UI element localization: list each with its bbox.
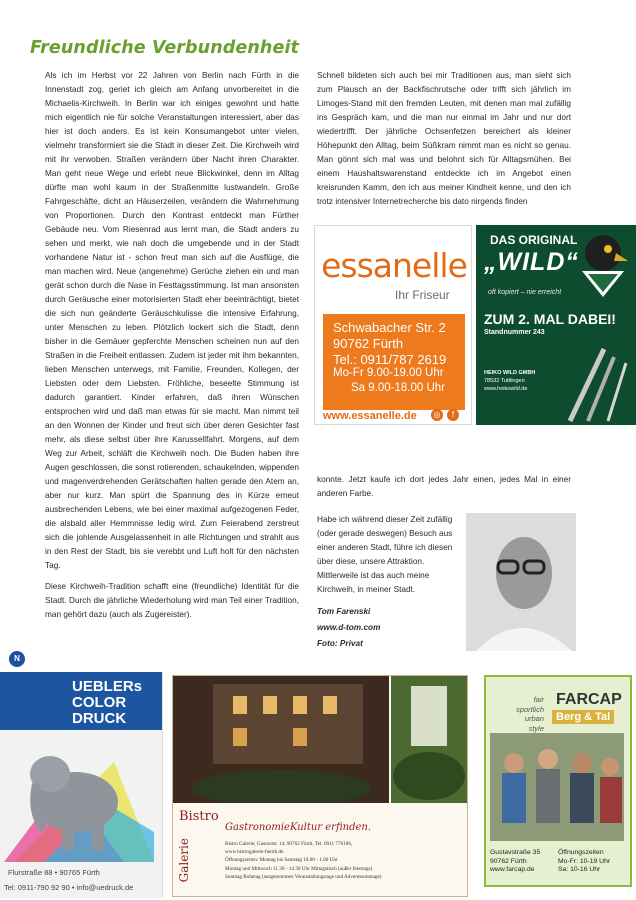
wild-original: DAS ORIGINAL: [490, 233, 578, 247]
garden-photo-icon: [391, 676, 467, 803]
building-photo-icon: [173, 676, 389, 803]
article-paragraph: Als ich im Herbst vor 22 Jahren von Berlin nach Fürth in die Innenstadt zog, geriet ich gleich am Anfang unvorbereitet in die Michaelis-Kirchweih. In Berlin war ich einiges gewohnt und hatte mich eigentlich nie für solche Veranstaltungen interessiert, aber das hier ist doch anders. Es ist kein Konsumangebot unter vielen, vielmehr transformiert sie die Stadt in dieser Zeit. Die Kirchweih wird mit ihr verwoben. Straßen verändern über Nacht ihren Charakter. Man geht neue Wege und erlebt neue Blickwinkel, denn im Alltag dürfte man wohl kaum in der Straßenmitte lustwandeln. Große Fahrgeschäfte, dicht an Häuserzeilen, verändern die Wahrnehmung von Proportionen. Durch den Kontrast entdeckt man Fürther Gebäude neu. Vom Riesenrad aus lernt man, die Stadt anders zu sehen und merkt, wie nah doch die umgebende und in der Stadt vorhandene Natur ist - schon freut man sich auf die Ausflüge, die man machen wird. Neue (angenehme) Gerüche ziehen ein und man gerät schon durch die Nase in Festtagsstimmung. Ist man ansonsten durch Geräusche einer motorisierten Stadt eher beeinträchtigt, bietet die sich nun geänderte Geräuschkulisse die intensive Erfahrung, unter Menschen zu leben. Plötzlich lockert sich die Stadt, denn bisher in die Gemäuer gepferchte Menschen scheinen nun auf den Straßen in die Freiheit entlassen. Zudem ist jeder mit ihm bekannten, lieben Menschen unterwegs, mit Familie, Freunden, Kollegen, der Liebsten oder dem Liebsten. Fröhliche, beseelte Stimmung ist dadurch garantiert. Kinder erfahren, daß ihren Wünschen entsprochen wird und daß man etwas für sie macht. Man nimmt teil an den Wonnen der Kinder und freut sich über deren Gesichter fast mehr, als diese selbst über ihre Karussellfahrt. Morgens, auf dem Weg zur Arbeit, schläft die Kirchweih noch. Die Buden haben ihre Augen geschlossen, die sonst rotierenden, schaukelnden, wippenden und magenverdrehenden Gerätschaften halten gerade den Atem an, aber nur kurz. Man spürt die Spannung des in Kürze erneut ausbrechenden Lebens, wie bei einer maximal aufgezogenen Feder, die alsbald aller Hemmnisse ledig wird. Zum Feierabend zerstreut sich die johlende Ausgelassenheit in alle Richtungen und strahlt aus in den Rest der Stadt, bis sie verebbt und Luft holt für den nächsten Tag.: [45, 71, 299, 570]
article-paragraph: Schnell bildeten sich auch bei mir Traditionen aus, man sieht sich zum Plausch an der Backfischrutsche oder trifft sich jährlich im Limoges-Stand mit den fremden Leuten, mit denen man mal zufällig ins Gespräch kam, und die man nur einmal im Jahr und nur dort wiedertrifft. Der jährliche Ochsenfetzen bereichert als kleiner Höhepunkt den Alltag, beim Süßkram nimmt man es nicht so genau. Man gönnt sich mal was und belohnt sich für Alltagsmühen. Bei einem Haushaltswarenstand entdeckte ich im Angebot einen kreisrunden Kamm, den ich aus meiner Kindheit kenne, und den ich trotz intensiver Internetrecherche bis dato nirgends finden: [317, 71, 571, 206]
farcap-sublogo: Berg & Tal: [552, 710, 614, 724]
ueblers-title-1: UEBLERs: [72, 678, 143, 695]
author-portrait: [466, 513, 576, 651]
bistro-slogan: GastronomieKultur erfinden.: [225, 822, 372, 833]
essanelle-logo: essanelle: [321, 246, 467, 285]
article-paragraph: konnte. Jetzt kaufe ich dort jedes Jahr einen, jedes Mal in einer anderen Farbe.: [317, 475, 571, 498]
author-name: Tom Farenski: [317, 607, 371, 616]
farcap-hours-saturday: Sa: 10-16 Uhr: [558, 866, 601, 873]
instagram-icon[interactable]: ◎: [431, 409, 443, 421]
essanelle-hours-weekday: Mo-Fr 9.00-19.00 Uhr: [333, 367, 444, 379]
farcap-city: 90762 Fürth: [490, 857, 527, 865]
wild-logo: „WILD“: [484, 248, 579, 276]
wild-company-info: [484, 369, 535, 393]
ueblers-contact: Tel: 0911-790 92 90 • info@uedruck.de: [4, 883, 134, 892]
article-paragraph: Diese Kirchweih-Tradition schafft eine (freundliche) Identität für die Stadt. Durch die jährliche Wiederholung wird man Teil einer Tradition, man gehört dazu (auch als Zugereister).: [45, 582, 299, 619]
bistro-info-line: Öffnungszeiten: Montag bis Samstag 18.00 - 1.00 Uhr: [225, 857, 338, 864]
essanelle-url[interactable]: www.essanelle.de: [323, 410, 417, 422]
author-website[interactable]: www.d-tom.com: [317, 623, 381, 632]
wild-company: HEIKO WILD GMBH: [484, 370, 536, 376]
farcap-ad[interactable]: [484, 675, 632, 887]
wild-headline: ZUM 2. MAL DABEI!: [484, 311, 616, 327]
bistro-photo-garden: [391, 676, 467, 803]
wild-stand-number: Standnummer 243: [484, 329, 545, 336]
section-badge: N: [9, 651, 25, 667]
bistro-info: [225, 840, 382, 881]
parrot-logo-icon: [576, 231, 630, 301]
wild-city: 78532 Tuttlingen: [484, 378, 525, 384]
wild-tagline: oft kopiert – nie erreicht: [488, 289, 562, 296]
ueblers-color-druck-ad[interactable]: [0, 672, 163, 898]
bistro-info-line[interactable]: www.bistrogalerie-fuerth.de: [225, 849, 284, 856]
people-photo-icon: [490, 733, 624, 841]
farcap-street: Gustavstraße 35: [490, 849, 541, 856]
farcap-photo: [490, 733, 624, 841]
author-bio: [317, 513, 463, 652]
article-title: Freundliche Verbundenheit: [30, 38, 300, 58]
article-paragraph: Habe ich während dieser Zeit zufällig (oder gerade deswegen) Besuch aus einer anderen Stadt, führe ich diesen über diese, unsere Attraktion. Mittlerweile ist das auch meine Kirchweih, in meiner Stadt.: [317, 515, 453, 594]
article-column-right-mid: [317, 473, 571, 508]
galerie-word: Galerie: [177, 838, 191, 883]
article-column-right-top: [317, 69, 571, 216]
farcap-hours-title: Öffnungszeiten: [558, 849, 604, 856]
essanelle-ad[interactable]: [314, 225, 472, 425]
essanelle-city: 90762 Fürth: [333, 336, 404, 351]
essanelle-hours-saturday: Sa 9.00-18.00 Uhr: [351, 381, 445, 394]
wild-web[interactable]: www.heikowild.de: [484, 386, 528, 392]
ueblers-title-2: COLOR: [72, 694, 127, 711]
wild-ad[interactable]: [476, 225, 636, 425]
essanelle-subtitle: Ihr Friseur: [395, 288, 450, 302]
facebook-icon[interactable]: f: [447, 409, 459, 421]
ueblers-address: Flurstraße 88 • 90765 Fürth: [8, 868, 100, 877]
farcap-hours-weekday: Mo-Fr: 10-19 Uhr: [558, 857, 611, 865]
farcap-slogan: fair sportlich urban style: [516, 695, 544, 733]
ueblers-title-3: DRUCK: [72, 710, 127, 727]
bistro-info-line: Sonntag Ruhetag (ausgenommen Veranstaltungstage und Adventssonntage): [225, 873, 382, 880]
essanelle-contact-box: [323, 314, 465, 410]
bistro-galerie-ad[interactable]: [172, 675, 468, 897]
elephant-icon: [4, 722, 154, 862]
bistro-info-line: Montag und Mittwoch 11.30 - 14.30 Uhr Mittagstisch (außer feiertags): [225, 865, 373, 872]
farcap-logo: FARCAP: [556, 691, 622, 708]
essanelle-tel: Tel.: 0911/787 2619: [333, 352, 447, 367]
bistro-photo-exterior: [173, 676, 389, 803]
scissors-tools-icon: [564, 343, 634, 423]
bistro-word: Bistro: [179, 809, 219, 824]
farcap-hours: [558, 849, 610, 875]
bistro-info-line: Bistro Galerie, Gustavstr. 14, 90762 Fürth, Tel. 0911 776186,: [225, 841, 353, 847]
portrait-photo-icon: [466, 513, 576, 651]
essanelle-street: Schwabacher Str. 2: [333, 320, 446, 335]
photo-credit: Foto: Privat: [317, 639, 363, 648]
farcap-web[interactable]: www.farcap.de: [490, 866, 535, 873]
article-column-left: [45, 69, 299, 629]
farcap-address: [490, 849, 540, 875]
